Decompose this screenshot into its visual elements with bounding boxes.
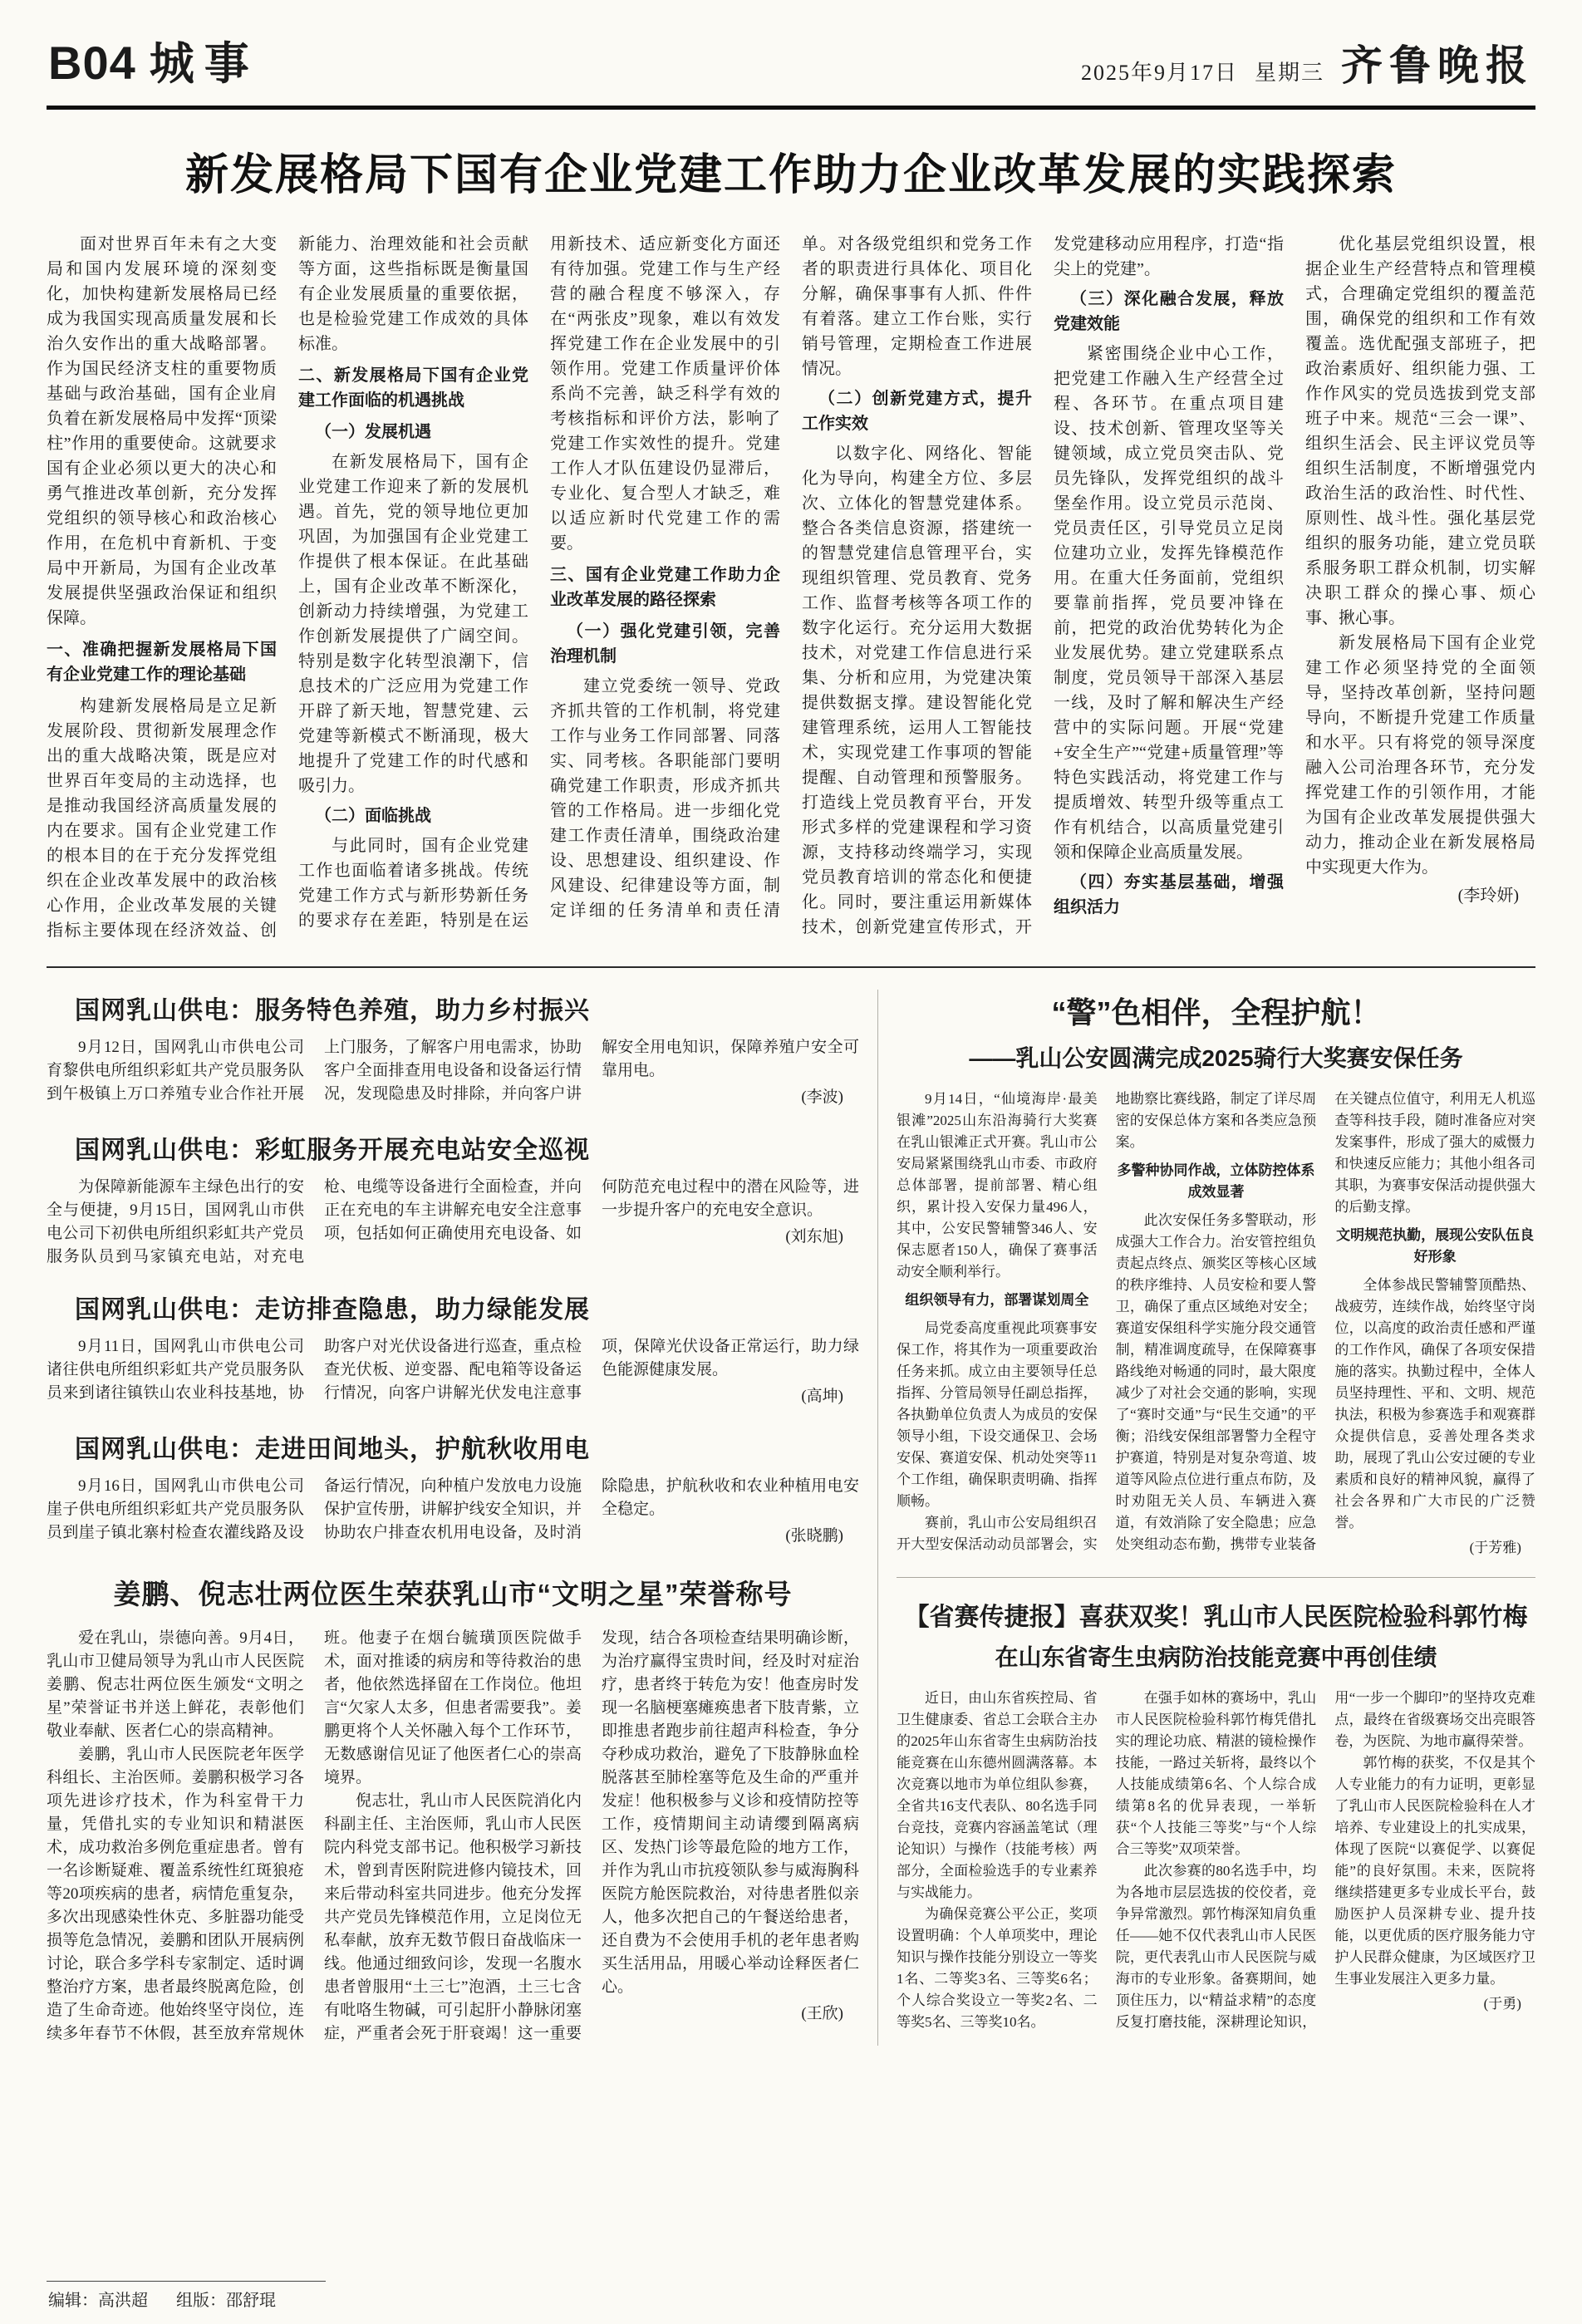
article-body bbox=[47, 1036, 859, 1109]
paragraph: 赛前，乳山市公安局组织召开大型安保活动动员部署会，实地勘察比赛线路，制定了详尽周密的安保总体方案和各类应急预案。 bbox=[897, 1091, 1317, 1552]
article-divider bbox=[897, 1577, 1535, 1578]
sub-heading: （二）创新党建方式，提升工作实效 bbox=[802, 390, 1032, 433]
paragraph: 倪志壮，乳山市人民医院消化内科副主任、主治医师，乳山市人民医院内科党支部书记。他积极学习新技术，曾到青医附院进修内镜技术，回来后带动科室共同进步。他充分发挥共产党员先锋模范作用，立足岗位无私奉献，放弃无数节假日奋战临床一线。他通过细致问诊，发现一名腹水患者曾服用“土三七”泡酒，土三七含有吡咯生物碱，可引起肝小静脉闭塞症，严重者会死于肝衰竭！这一重要发现，结合各项检查结果明确诊断，为治疗赢得宝贵时间，经及时对症治疗，患者终于转危为安！他查房时发现一名脑梗塞瘫痪患者下肢青紫，立即推患者跑步前往超声科检查，争分夺秒成功救治，避免了下肢静脉血栓脱落甚至肺栓塞等危及生命的严重并发症！他积极参与义诊和疫情防控等工作，疫情期间主动请缨到隔离病区、发热门诊等最危险的地方工作，并作为乳山市抗疫领队参与威海胸科医院方舱医院救治，对待患者胜似亲人，他多次把自己的午餐送给患者，还自费为不会使用手机的老年患者购买生活用品，用暖心举动诠释医者仁心。 bbox=[324, 1629, 859, 2042]
article-headline: 姜鹏、倪志壮两位医生荣获乳山市“文明之星”荣誉称号 bbox=[113, 1579, 793, 1609]
byline: (于芳雅) bbox=[1469, 1540, 1521, 1555]
competition-award-article bbox=[897, 1596, 1535, 2033]
section-title: 城事 bbox=[149, 39, 259, 89]
section-identifier bbox=[48, 28, 259, 92]
paragraph: 9月12日，国网乳山市供电公司育黎供电所组织彩虹共产党员服务队到午极镇上万口养殖专业合作社开展上门服务，了解客户用电需求，协助客户全面排查用电设备和设备运行情况，发现隐患及时排除，并向客户讲解安全用电知识，保障养殖户安全可靠用电。 bbox=[47, 1039, 859, 1103]
lower-section bbox=[47, 990, 1535, 2046]
byline: (刘东旭) bbox=[785, 1228, 843, 1246]
paragraph: 全体参战民警辅警顶酷热、战疲劳，连续作战，始终坚守岗位，以高度的政治责任感和严谨的工作作风，确保了各项安保措施的落实。执勤过程中，全体人员坚持理性、平和、文明、规范执法，积极为参赛选手和观赛群众提供信息，妥善处理各类求助，展现了乳山公安过硬的专业素质和良好的精神风貌，赢得了社会各界和广大市民的广泛赞誉。 bbox=[1334, 1277, 1535, 1530]
section-heading: 二、新发展格局下国有企业党建工作面临的机遇挑战 bbox=[298, 366, 528, 410]
paragraph: 面对世界百年未有之大变局和国内发展环境的深刻变化，加快构建新发展格局已经成为我国实现高质量发展和长治久安作出的重大战略部署。作为国民经济支柱的重要物质基础与政治基础，国有企业肩负着在新发展格局中发挥“顶梁柱”作用的重要使命。这就要求国有企业必须以更大的决心和勇气推进改革创新，充分发挥党组织的领导核心和政治核心作用，在危机中育新机、于变局中开新局，为国有企业改革发展提供坚强政治保证和组织保障。 bbox=[47, 235, 277, 627]
byline: (王欣) bbox=[801, 2005, 843, 2022]
police-escort-article bbox=[897, 990, 1535, 1559]
paragraph: 与此同时，国有企业党建工作也面临着诸多挑战。传统党建工作方式与新形势新任务的要求存在差距，特别是在运用新技术、适应新变化方面还有待加强。党建工作与生产经营的融合程度不够深入，存在“两张皮”现象，难以有效发挥党建工作在企业发展中的引领作用。党建工作质量评价体系尚不完善，缺乏科学有效的考核指标和评价方法，影响了党建工作实效性的提升。党建工作人才队伍建设仍显滞后，专业化、复合型人才缺乏，难以适应新时代党建工作的需要。 bbox=[298, 235, 780, 930]
article-headline-main: 【省赛传捷报】喜获双奖！乳山市人民医院检验科郭竹梅 bbox=[904, 1604, 1528, 1631]
paragraph: 在强手如林的赛场中，乳山市人民医院检验科郭竹梅凭借扎实的理论功底、精湛的镜检操作技能，一路过关斩将，最终以个人技能成绩第6名、个人综合成绩第8名的优异表现，一举斩获“个人技能三等奖”与“个人综合三等奖”双项荣誉。 bbox=[1115, 1690, 1317, 1857]
paragraph: 为确保竞赛公平公正，奖项设置明确：个人单项奖中，理论知识与操作技能分别设立一等奖1名、二等奖3名、三等奖6名；个人综合奖设立一等奖2名、二等奖5名、三等奖10名。 bbox=[897, 1906, 1098, 2030]
paragraph: 9月14日，“仙境海岸·最美银滩”2025山东沿海骑行大奖赛在乳山银滩正式开赛。乳山市公安局紧紧围绕乳山市委、市政府总体部署，提前部署、精心组织，累计投入安保力量496人，其中，公安民警辅警346人、安保志愿者150人，确保了赛事活动安全顺利举行。 bbox=[897, 1091, 1098, 1280]
article-headline: 国网乳山供电：彩虹服务开展充电站安全巡视 bbox=[75, 1137, 590, 1164]
left-column bbox=[47, 990, 877, 2046]
byline: (张晓鹏) bbox=[785, 1527, 843, 1545]
header-rule bbox=[47, 106, 1535, 110]
lead-headline: 新发展格局下国有企业党建工作助力企业改革发展的实践探索 bbox=[184, 151, 1397, 199]
article-headline: 国网乳山供电：走进田间地头，护航秋收用电 bbox=[75, 1436, 590, 1463]
article-headline-sub: 在山东省寄生虫病防治技能竞赛中再创佳绩 bbox=[995, 1644, 1437, 1670]
article-body bbox=[897, 1688, 1535, 2033]
sub-heading: （一）发展机遇 bbox=[315, 423, 431, 441]
layout-credit: 组版：邵舒琨 bbox=[176, 2292, 276, 2310]
page-header bbox=[47, 22, 1535, 106]
byline: (高坤) bbox=[801, 1388, 843, 1405]
editor-credit: 编辑：高洪超 bbox=[48, 2292, 148, 2310]
section-heading: 一、准确把握新发展格局下国有企业党建工作的理论基础 bbox=[47, 641, 277, 684]
page-footer bbox=[47, 2281, 326, 2311]
article-body bbox=[897, 1088, 1535, 1559]
section-heading: 组织领导有力，部署谋划周全 bbox=[905, 1292, 1089, 1308]
paragraph: 爱在乳山，崇德向善。9月4日，乳山市卫健局领导为乳山市人民医院姜鹏、倪志壮两位医生颁发“文明之星”荣誉证书并送上鲜花，表彰他们敬业奉献、医者仁心的崇高精神。 bbox=[47, 1629, 304, 1740]
article-body bbox=[47, 1475, 859, 1548]
lead-article bbox=[47, 140, 1535, 943]
paragraph: 优化基层党组织设置，根据企业生产经营特点和管理模式，合理确定党组织的覆盖范围，确保党的组织和工作有效覆盖。选优配强支部班子，把政治素质好、组织能力强、工作作风实的党员选拔到党支部班子中来。规范“三会一课”、组织生活会、民主评议党员等组织生活制度，不断增强党内政治生活的政治性、时代性、原则性、战斗性。强化基层党组织的服务功能，建立党员联系服务职工群众机制，切实解决职工群众的操心事、烦心事、揪心事。 bbox=[1305, 235, 1535, 627]
article-body bbox=[47, 1627, 859, 2046]
article-body bbox=[47, 1335, 859, 1408]
paragraph: 构建新发展格局是立足新发展阶段、贯彻新发展理念作出的重大战略决策，既是应对世界百年变局的主动选择，也是推动我国经济高质量发展的内在要求。国有企业党建工作的根本目的在于充分发挥党组织在企业改革发展中的政治核心作用，企业改革发展的关键指标主要体现在经济效益、创新能力、治理效能和社会贡献等方面，这些指标既是衡量国有企业发展质量的重要依据，也是检验党建工作成效的具体标准。 bbox=[47, 235, 528, 940]
paragraph: 此次安保任务多警联动，形成强大工作合力。治安管控组负责起点终点、颁奖区等核心区域的秩序维持、人员安检和要人警卫，确保了重点区域绝对安全；赛道安保组科学实施分段交通管制，精准调度疏导，在保障赛事路线绝对畅通的同时，最大限度减少了对社会交通的影响，实现了“赛时交通”与“民生交通”的平衡；沿线安保组部署警力全程守护赛道，特别是对复杂弯道、坡道等风险点位进行重点布防，及时劝阻无关人员、车辆进入赛道，有效消除了安全隐患；应急处突组动态布勤，携带专业装备在关键点位值守，利用无人机巡查等科技手段，随时准备应对突发案事件，形成了强大的威慑力和快速反应能力；其他小组各司其职，为赛事安保活动提供强大的后勤支撑。 bbox=[1115, 1091, 1535, 1552]
paragraph: 姜鹏，乳山市人民医院老年医学科组长、主治医师。姜鹏积极学习各项先进诊疗技术，作为科室骨干力量，凭借扎实的专业知识和精湛医术，成功救治多例危重症患者。曾有一名诊断疑难、覆盖系统性红斑狼疮等20项疾病的患者，病情危重复杂，多次出现感染性休克、多脏器功能受损等危急情况，姜鹏和团队开展病例讨论，联合多学科专家制定、适时调整治疗方案，患者最终脱离危险，创造了生命奇迹。他始终坚守岗位，连续多年春节不休假，甚至放弃常规休班。他妻子在烟台毓璜顶医院做手术，面对推诿的病房和等待救治的患者，他依然选择留在工作岗位。他坦言“欠家人太多，但患者需要我”。姜鹏更将个人关怀融入每个工作环节，无数感谢信见证了他医者仁心的崇高境界。 bbox=[47, 1629, 582, 2042]
publication-date: 2025年9月17日 bbox=[1080, 61, 1238, 85]
article-body bbox=[47, 1176, 859, 1269]
paragraph: 新发展格局下国有企业党建工作必须坚持党的全面领导，坚持改革创新，坚持问题导向，不断提升党建工作质量和水平。只有将党的领导深度融入公司治理各环节，充分发挥党建工作的引领作用，才能为国有企业改革发展提供强大动力，推动企业在新发展格局中实现更大作为。 bbox=[1305, 634, 1535, 877]
doctors-feature-article bbox=[47, 1573, 859, 2046]
sub-heading: （三）深化融合发展，释放党建效能 bbox=[1054, 290, 1284, 333]
paragraph: 郭竹梅的获奖，不仅是其个人专业能力的有力证明，更彰显了乳山市人民医院检验科在人才培养、专业建设上的扎实成果，体现了医院“以赛促学、以赛促能”的良好氛围。未来，医院将继续搭建更多专业成长平台，鼓励医护人员深耕专业、提升技能，以更优质的医疗服务能力守护人民群众健康，为区域医疗卫生事业发展注入更多力量。 bbox=[1334, 1755, 1535, 1987]
page-number: B04 bbox=[48, 37, 136, 89]
article-headline-sub: ——乳山公安圆满完成2025骑行大奖赛安保任务 bbox=[969, 1045, 1463, 1071]
section-divider bbox=[47, 966, 1535, 968]
masthead: 齐鲁晚报 bbox=[1341, 42, 1534, 89]
power-brief-article bbox=[47, 1289, 859, 1408]
paragraph: 建立党委统一领导、党政齐抓共管的工作机制，将党建工作与业务工作同部署、同落实、同考核。各职能部门要明确党建工作职责，形成齐抓共管的工作格局。进一步细化党建工作责任清单，围绕政治建设、思想建设、组织建设、作风建设、纪律建设等方面，制定详细的任务清单和责任清单。对各级党组织和党务工作者的职责进行具体化、项目化分解，确保事事有人抓、件件有着落。建立工作台账，实行销号管理，定期检查工作进展情况。 bbox=[550, 235, 1032, 920]
date-block bbox=[1081, 32, 1534, 92]
weekday: 星期三 bbox=[1254, 61, 1324, 85]
paragraph: 紧密围绕企业中心工作，把党建工作融入生产经营全过程、各环节。在重点项目建设、技术创新、管理攻坚等关键领域，成立党员突击队、党员先锋队，发挥党组织的战斗堡垒作用。设立党员示范岗、党员责任区，引导党员立足岗位建功立业，发挥先锋模范作用。在重大任务面前，党组织要靠前指挥，党员要冲锋在前，把党的政治优势转化为企业发展优势。建立党建联系点制度，党员领导干部深入基层一线，及时了解和解决生产经营中的实际问题。开展“党建+安全生产”“党建+质量管理”等特色实践活动，将党建工作与提质增效、转型升级等重点工作有机结合，以高质量党建引领和保障企业高质量发展。 bbox=[1054, 345, 1284, 862]
paragraph: 9月11日，国网乳山市供电公司诸往供电所组织彩虹共产党员服务队员来到诸往镇铁山农业科技基地，协助客户对光伏设备进行巡查，重点检查光伏板、逆变器、配电箱等设备运行情况，向客户讲解光伏发电注意事项，保障光伏设备正常运行，助力绿色能源健康发展。 bbox=[47, 1338, 859, 1402]
paragraph: 在新发展格局下，国有企业党建工作迎来了新的发展机遇。首先，党的领导地位更加巩固，为加强国有企业党建工作提供了根本保证。在此基础上，国有企业改革不断深化，创新动力持续增强，为党建工作创新发展提供了广阔空间。特别是数字化转型浪潮下，信息技术的广泛应用为党建工作开辟了新天地，智慧党建、云党建等新模式不断涌现，极大地提升了党建工作的时代感和吸引力。 bbox=[298, 453, 528, 795]
sub-heading: （四）夯实基层基础，增强组织活力 bbox=[1054, 873, 1284, 916]
sub-heading: （二）面临挑战 bbox=[315, 807, 431, 825]
article-headline: 国网乳山供电：服务特色养殖，助力乡村振兴 bbox=[75, 997, 590, 1024]
sub-heading: （一）强化党建引领，完善治理机制 bbox=[550, 622, 780, 666]
section-heading: 三、国有企业党建工作助力企业改革发展的路径探索 bbox=[550, 566, 780, 609]
lead-article-body bbox=[47, 232, 1535, 943]
power-brief-article bbox=[47, 1428, 859, 1548]
article-headline: 国网乳山供电：走访排查隐患，助力绿能发展 bbox=[75, 1296, 590, 1324]
paragraph: 9月16日，国网乳山市供电公司崖子供电所组织彩虹共产党员服务队员到崖子镇北寨村检查农灌线路及设备运行情况，向种植户发放电力设施保护宣传册，讲解护线安全知识，并协助农户排查农机用电设备，及时消除隐患，护航秋收和农业种植用电安全稳定。 bbox=[47, 1477, 859, 1541]
paragraph: 近日，由山东省疾控局、省卫生健康委、省总工会联合主办的2025年山东省寄生虫病防治技能竞赛在山东德州圆满落幕。本次竞赛以地市为单位组队参赛，全省共16支代表队、80名选手同台竞技，竞赛内容涵盖笔试（理论知识）与操作（技能考核）两部分，全面检验选手的专业素养与实战能力。 bbox=[897, 1690, 1098, 1900]
byline: (于勇) bbox=[1483, 1996, 1521, 2012]
right-column bbox=[878, 990, 1535, 2046]
section-heading: 多警种协同作战，立体防控体系成效显著 bbox=[1117, 1162, 1315, 1200]
paragraph: 此次参赛的80名选手中，均为各地市层层选拔的佼佼者，竞争异常激烈。郭竹梅深知肩负重任——她不仅代表乳山市人民医院，更代表乳山市人民医院与威海市的专业形象。备赛期间，她顶住压力，以“精益求精”的态度反复打磨技能，深耕理论知识，用“一步一个脚印”的坚持攻克难点，最终在省级赛场交出亮眼答卷，为医院、为地市赢得荣誉。 bbox=[1115, 1690, 1535, 2030]
section-heading: 文明规范执勤，展现公安队伍良好形象 bbox=[1336, 1227, 1535, 1265]
byline: (李玲妍) bbox=[1457, 887, 1519, 905]
power-brief-article bbox=[47, 1129, 859, 1269]
article-headline-main: “警”色相伴，全程护航！ bbox=[1051, 995, 1381, 1029]
paragraph: 局党委高度重视此项赛事安保工作，将其作为一项重要政治任务来抓。成立由主要领导任总指挥、分管局领导任副总指挥，各执勤单位负责人为成员的安保领导小组，下设交通保卫、会场安保、赛道安保、机动处突等11个工作组，确保职责明确、指挥顺畅。 bbox=[897, 1320, 1098, 1509]
paragraph: 为保障新能源车主绿色出行的安全与便捷，9月15日，国网乳山市供电公司下初供电所组织彩虹共产党员服务队员到马家镇充电站，对充电枪、电缆等设备进行全面检查，并向正在充电的车主讲解充电安全注意事项，包括如何正确使用充电设备、如何防范充电过程中的潜在风险等，进一步提升客户的充电安全意识。 bbox=[47, 1178, 859, 1265]
power-brief-article bbox=[47, 990, 859, 1109]
paragraph: 以数字化、网络化、智能化为导向，构建全方位、多层次、立体化的智慧党建体系。整合各类信息资源，搭建统一的智慧党建信息管理平台，实现组织管理、党员教育、党务工作、监督考核等各项工作的数字化运行。充分运用大数据技术，对党建工作信息进行采集、分析和应用，为党建决策提供数据支撑。建设智能化党建管理系统，运用人工智能技术，实现党建工作事项的智能提醒、自动管理和预警服务。打造线上党员教育平台，开发形式多样的党建课程和学习资源，支持移动终端学习，实现党员教育培训的常态化和便捷化。同时，要注重运用新媒体技术，创新党建宣传形式，开发党建移动应用程序，打造“指尖上的党建”。 bbox=[802, 235, 1284, 936]
byline: (李波) bbox=[801, 1088, 843, 1106]
